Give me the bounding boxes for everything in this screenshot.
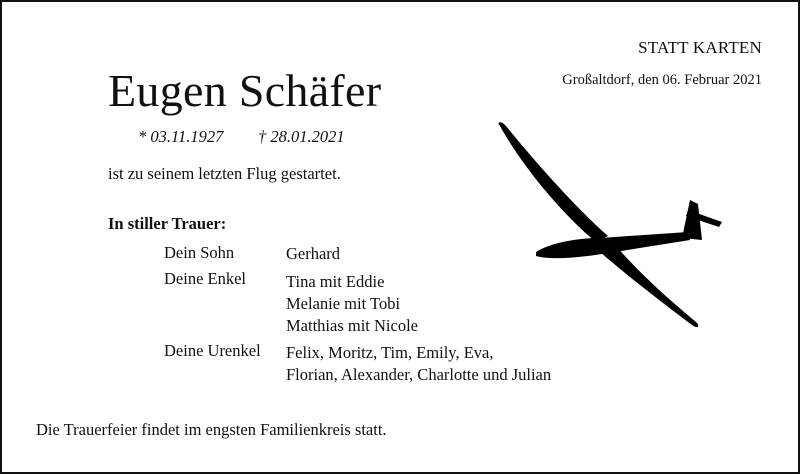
- relation-label-son: Dein Sohn: [164, 243, 235, 262]
- mourner-name: Matthias mit Nicole: [286, 316, 418, 335]
- memorial-message: ist zu seinem letzten Flug gestartet.: [108, 164, 341, 183]
- glider-lower-wing: [600, 246, 698, 327]
- relation-names-grandchildren: [286, 271, 418, 337]
- funeral-notice: Die Trauerfeier findet im engsten Familienkreis statt.: [36, 420, 387, 439]
- mourner-name: Gerhard: [286, 244, 341, 263]
- mourning-heading: In stiller Trauer:: [108, 214, 227, 233]
- deceased-name: Eugen Schäfer: [108, 65, 382, 116]
- relation-names-son: [286, 243, 340, 265]
- place-date: Großaltdorf, den 06. Februar 2021: [562, 72, 762, 88]
- birth-date: * 03.11.1927: [138, 127, 224, 146]
- relation-label-great-grandchildren: Deine Urenkel: [164, 341, 261, 360]
- mourner-name: Melanie mit Tobi: [286, 294, 401, 313]
- mourner-name: Florian, Alexander, Charlotte und Julian: [286, 365, 552, 384]
- relation-label-grandchildren: Deine Enkel: [164, 269, 247, 288]
- header-label: STATT KARTEN: [638, 38, 762, 57]
- relation-names-great-grandchildren: [286, 342, 551, 386]
- mourner-name: Tina mit Eddie: [286, 272, 385, 291]
- death-date: † 28.01.2021: [258, 127, 345, 146]
- glider-upper-wing: [499, 122, 608, 242]
- glider-icon: [492, 114, 732, 334]
- mourner-name: Felix, Moritz, Tim, Emily, Eva,: [286, 343, 494, 362]
